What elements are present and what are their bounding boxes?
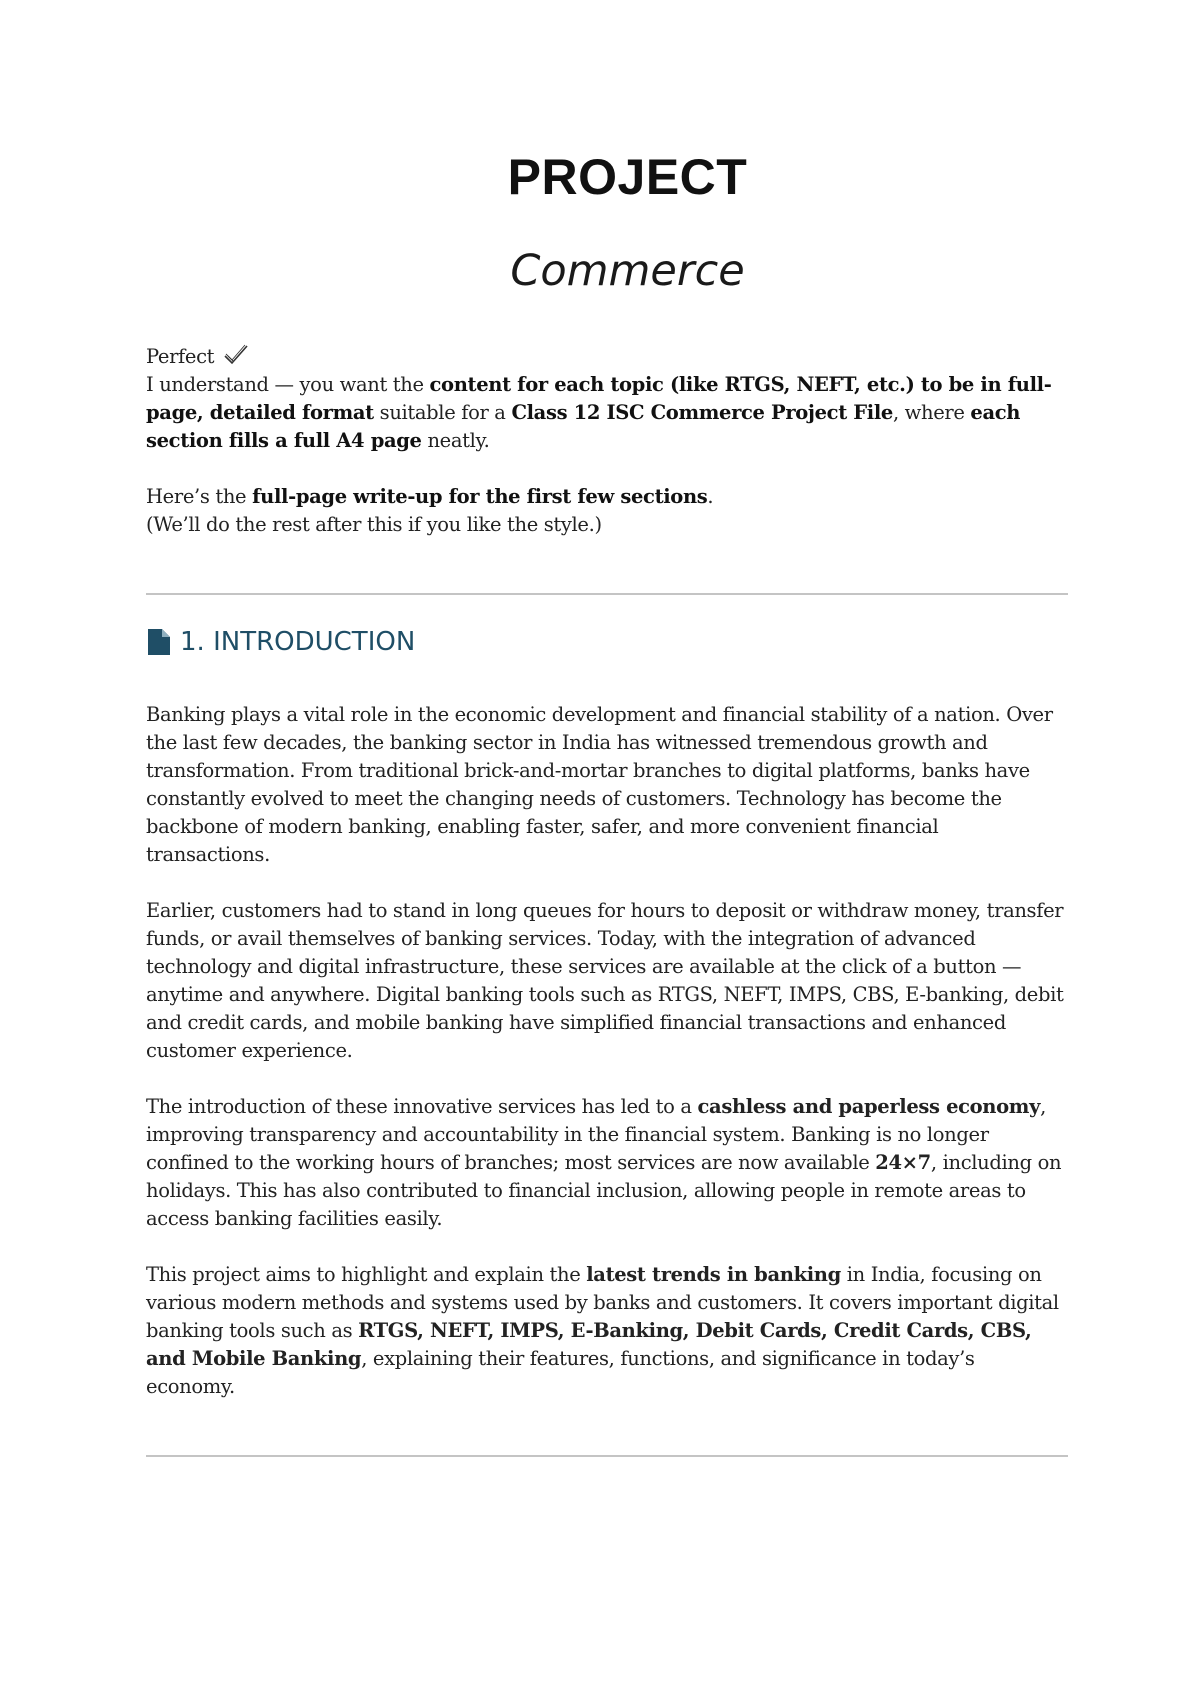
text-run: neatly.	[421, 429, 490, 452]
understanding-paragraph	[146, 371, 1068, 455]
divider-top	[146, 593, 1068, 595]
text-run: , where	[892, 401, 971, 424]
page-title-text: PROJECT	[507, 149, 748, 205]
paragraph	[146, 1093, 1068, 1233]
bold-text: Class 12 ISC Commerce Project File	[511, 401, 893, 424]
page-subtitle	[0, 246, 1200, 296]
paragraph	[146, 701, 1068, 869]
section-body	[146, 701, 1068, 1429]
page-subtitle-text: Commerce	[510, 246, 745, 296]
bold-text: latest trends in banking	[586, 1263, 841, 1286]
writeup-line	[146, 483, 1068, 511]
bold-text: cashless and paperless economy	[697, 1095, 1041, 1118]
text-run: in India, focusing on various modern methods and systems used by banks and customers. It covers important digital banking tools such as	[146, 1263, 1059, 1342]
document-icon	[148, 629, 170, 655]
text-run: This project aims to highlight and explain the	[146, 1263, 587, 1286]
text-run: Here’s the	[146, 485, 253, 508]
text-run: , improving transparency and accountability in the financial system. Banking is no longer confined to the working hours of branches; most services are now available	[146, 1095, 1046, 1174]
section-heading-text: 1. INTRODUCTION	[180, 627, 416, 657]
greeting-line	[146, 343, 1068, 371]
bold-text: each section fills a full A4 page	[146, 401, 1021, 452]
section-heading	[148, 627, 415, 657]
text-run: suitable for a	[373, 401, 512, 424]
followup-line: (We’ll do the rest after this if you like the style.)	[146, 513, 602, 536]
text-run: , including on holidays. This has also contributed to financial inclusion, allowing people in remote areas to access banking facilities easily.	[146, 1151, 1062, 1230]
paragraph	[146, 897, 1068, 1065]
divider-bottom	[146, 1455, 1068, 1457]
text-run: Banking plays a vital role in the economic development and financial stability of a nation. Over the last few decades, the banking sector in India has witnessed tremendous growth and transformation. From traditional brick-and-mortar branches to digital platforms, banks have constantly evolved to meet the changing needs of customers. Technology has become the backbone of modern banking, enabling faster, safer, and more convenient financial transactions.	[146, 703, 1053, 866]
bold-text: full-page write-up for the first few sections	[252, 485, 708, 508]
bold-text: RTGS, NEFT, IMPS, E-Banking, Debit Cards, Credit Cards, CBS, and Mobile Banking	[146, 1319, 1032, 1370]
paragraph	[146, 1261, 1068, 1401]
check-mark-icon	[223, 344, 249, 366]
intro-note	[146, 343, 1068, 539]
text-run: .	[707, 485, 714, 508]
text-run: , explaining their features, functions, and significance in today’s economy.	[146, 1347, 975, 1398]
bold-text: 24×7	[875, 1151, 931, 1174]
page-title	[0, 148, 1200, 206]
text-run: The introduction of these innovative services has led to a	[146, 1095, 698, 1118]
text-run: I understand — you want the	[146, 373, 430, 396]
text-run: Earlier, customers had to stand in long queues for hours to deposit or withdraw money, transfer funds, or avail themselves of banking services. Today, with the integration of advanced technology and digital infrastructure, these services are available at the click of a button — anytime and anywhere. Digital banking tools such as RTGS, NEFT, IMPS, CBS, E-banking, debit and credit cards, and mobile banking have simplified financial transactions and enhanced customer experience.	[146, 899, 1064, 1062]
bold-text: content for each topic (like RTGS, NEFT, etc.) to be in full-page, detailed format	[146, 373, 1052, 424]
greeting-text: Perfect	[146, 345, 215, 368]
